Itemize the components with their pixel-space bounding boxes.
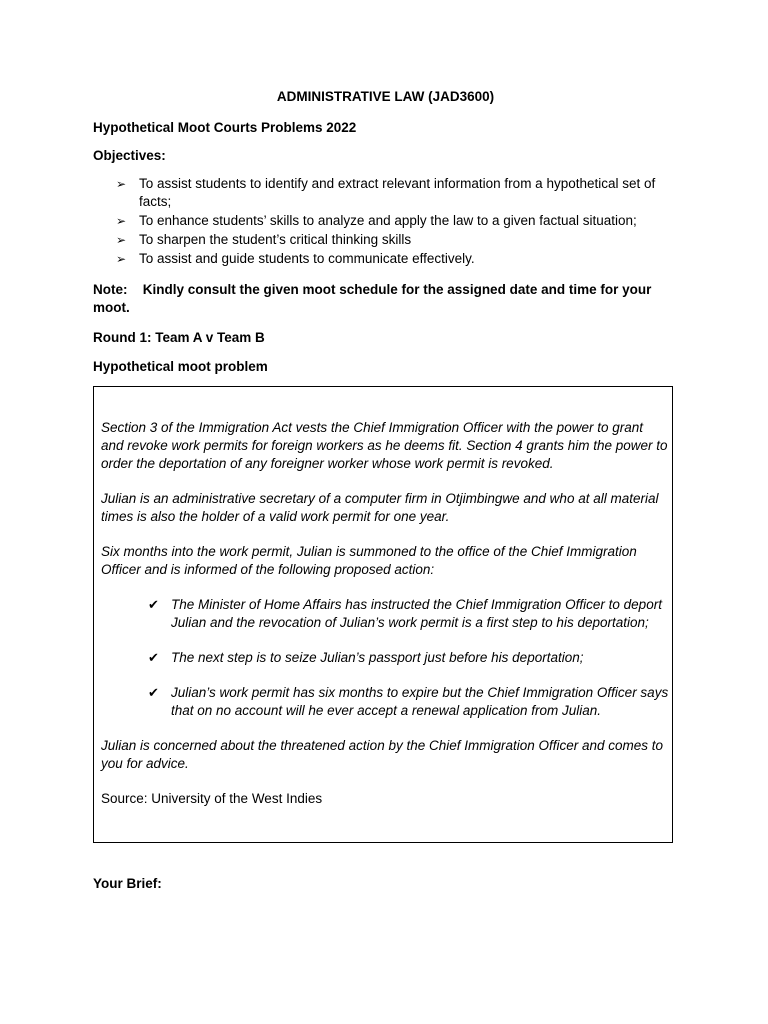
action-text: The next step is to seize Julian’s passport just before his deportation; [171, 650, 584, 665]
list-item [148, 684, 669, 720]
objective-text: To assist students to identify and extract relevant information from a hypothetical set of facts; [139, 176, 656, 209]
list-item [116, 212, 676, 230]
list-item [116, 175, 676, 211]
problem-content [101, 419, 669, 825]
arrow-bullet-icon: ➢ [116, 177, 127, 191]
list-item [116, 231, 676, 249]
problem-box [93, 386, 673, 843]
arrow-bullet-icon: ➢ [116, 233, 127, 247]
problem-heading: Hypothetical moot problem [93, 359, 268, 374]
problem-paragraph-4: Julian is concerned about the threatened action by the Chief Immigration Officer and comes to you for advice. [101, 738, 664, 771]
list-item [116, 250, 676, 268]
document-title: ADMINISTRATIVE LAW (JAD3600) [276, 89, 495, 104]
problem-paragraph-2: Julian is an administrative secretary of a computer firm in Otjimbingwe and who at all material times is also the holder of a valid work permit for one year. [101, 491, 659, 524]
objective-text: To enhance students’ skills to analyze and apply the law to a given factual situation; [139, 213, 637, 228]
objectives-list [116, 175, 676, 269]
note-label: Note: [93, 282, 128, 297]
problem-paragraph-3: Six months into the work permit, Julian is summoned to the office of the Chief Immigration Officer and is informed of the following proposed action: [101, 544, 637, 577]
arrow-bullet-icon: ➢ [116, 252, 127, 266]
checkmark-icon: ✔ [148, 650, 159, 665]
arrow-bullet-icon: ➢ [116, 214, 127, 228]
action-text: The Minister of Home Affairs has instructed the Chief Immigration Officer to deport Julian and the revocation of Julian’s work permit is a first step to his deportation; [171, 597, 662, 630]
document-subtitle: Hypothetical Moot Courts Problems 2022 [93, 120, 357, 135]
action-text: Julian’s work permit has six months to expire but the Chief Immigration Officer says that on no account will he ever accept a renewal application from Julian. [171, 685, 669, 718]
objectives-heading: Objectives: [93, 148, 166, 163]
objective-text: To assist and guide students to communicate effectively. [139, 251, 475, 266]
problem-source: Source: University of the West Indies [101, 791, 323, 806]
problem-paragraph-1: Section 3 of the Immigration Act vests the Chief Immigration Officer with the power to grant and revoke work permits for foreign workers as he deems fit. Section 4 grants him the power to order the deportation of any foreigner worker whose work permit is revoked. [101, 420, 668, 471]
note [93, 281, 653, 317]
round-heading: Round 1: Team A v Team B [93, 330, 265, 345]
checkmark-icon: ✔ [148, 685, 159, 700]
note-text: Kindly consult the given moot schedule for the assigned date and time for your moot. [93, 282, 652, 315]
checkmark-icon: ✔ [148, 597, 159, 612]
proposed-actions-list [101, 596, 669, 720]
brief-heading: Your Brief: [93, 876, 162, 891]
objective-text: To sharpen the student’s critical thinking skills [139, 232, 412, 247]
list-item [148, 649, 669, 667]
list-item [148, 596, 669, 632]
